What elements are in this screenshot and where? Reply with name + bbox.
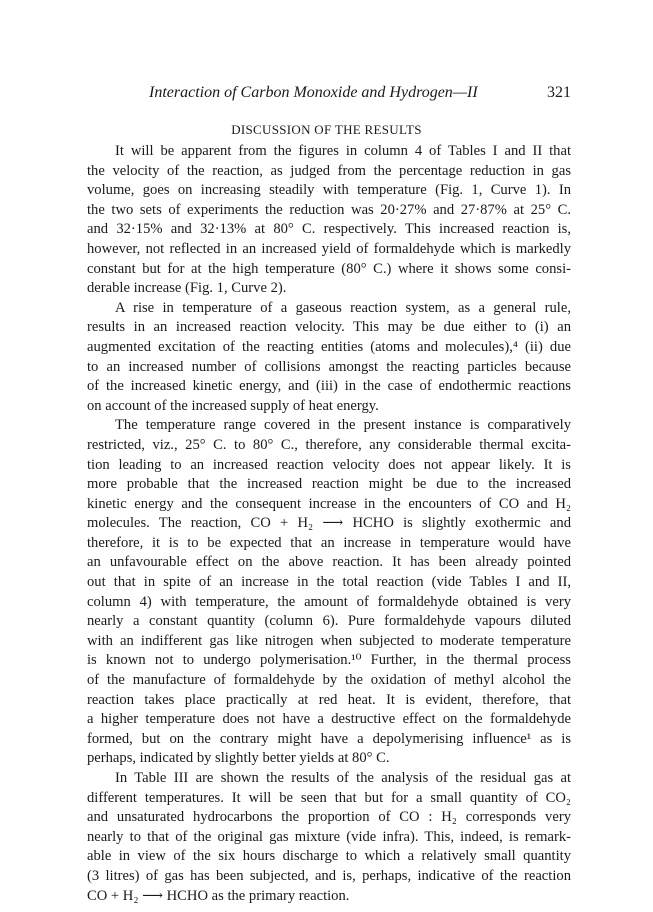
text-line: and unsaturated hydrocarbons the proportion of CO : H₂ corresponds very — [87, 809, 571, 826]
text-line: tion leading to an increased reaction velocity does not appear likely. It is — [87, 456, 571, 473]
running-header — [87, 84, 571, 108]
paragraph — [87, 142, 571, 299]
body-text — [87, 142, 571, 906]
text-line: In Table III are shown the results of the analysis of the residual gas at — [115, 770, 571, 786]
running-title: Interaction of Carbon Monoxide and Hydrogen—II — [149, 84, 478, 101]
text-line: formed, but on the contrary might have a depolymerising influence¹ as is — [87, 730, 571, 747]
text-line: reaction takes place practically at red heat. It is evident, therefore, that — [87, 691, 571, 708]
text-line: and 32·15% and 32·13% at 80° C. respectively. This increased reaction is, — [87, 221, 571, 238]
text-line: restricted, viz., 25° C. to 80° C., therefore, any considerable thermal excita- — [87, 436, 571, 453]
text-line: an unfavourable effect on the above reaction. It has been already pointed — [87, 554, 571, 571]
text-line: a higher temperature does not have a destructive effect on the formaldehyde — [87, 711, 571, 728]
text-line: therefore, it is to be expected that an increase in temperature would have — [87, 534, 571, 551]
text-line: with an indifferent gas like nitrogen when subjected to moderate temperature — [87, 632, 571, 649]
text-line: nearly a constant quantity (column 6). Pure formaldehyde vapours diluted — [87, 613, 571, 630]
text-line: of the manufacture of formaldehyde by the oxidation of methyl alcohol the — [87, 672, 571, 689]
text-line: A rise in temperature of a gaseous reaction system, as a general rule, — [115, 299, 571, 316]
paragraph — [87, 416, 571, 769]
text-line: column 4) with temperature, the amount of formaldehyde obtained is very — [87, 593, 571, 610]
text-line: able in view of the six hours discharge to which a relatively small quantity — [87, 848, 571, 865]
text-line: the two sets of experiments the reduction was 20·27% and 27·87% at 25° C. — [87, 201, 571, 218]
text-line: augmented excitation of the reacting entities (atoms and molecules),⁴ (ii) due — [87, 338, 571, 355]
text-line: It will be apparent from the figures in column 4 of Tables I and II that — [115, 143, 571, 159]
text-line: different temperatures. It will be seen that but for a small quantity of CO₂ — [87, 789, 571, 806]
text-line: out that in spite of an increase in the total reaction (vide Tables I and II, — [87, 574, 571, 591]
text-line: to an increased number of collisions amongst the reacting particles because — [87, 358, 571, 375]
section-heading: DISCUSSION OF THE RESULTS — [231, 122, 422, 137]
text-line: is known not to undergo polymerisation.¹⁰ Further, in the thermal process — [87, 652, 571, 669]
text-line: results in an increased reaction velocity. This may be due either to (i) an — [87, 319, 571, 336]
text-line: constant but for at the high temperature (80° C.) where it shows some consi- — [87, 260, 571, 277]
page-number: 321 — [547, 84, 571, 101]
text-line: molecules. The reaction, CO + H₂ ⟶ HCHO is slightly exothermic and — [87, 515, 571, 532]
text-line: volume, goes on increasing steadily with temperature (Fig. 1, Curve 1). In — [87, 182, 571, 199]
text-line: the velocity of the reaction, as judged from the percentage reduction in gas — [87, 162, 571, 179]
paragraph — [87, 299, 571, 417]
text-line: CO + H₂ ⟶ HCHO as the primary reaction. — [87, 887, 350, 904]
text-line: kinetic energy and the consequent increase in the encounters of CO and H₂ — [87, 495, 571, 512]
text-line: The temperature range covered in the present instance is comparatively — [115, 417, 571, 434]
text-line: however, not reflected in an increased yield of formaldehyde which is markedly — [87, 240, 571, 257]
text-line: nearly to that of the original gas mixture (vide infra). This, indeed, is remark- — [87, 828, 571, 845]
text-line: derable increase (Fig. 1, Curve 2). — [87, 280, 287, 297]
text-line: (3 litres) of gas has been subjected, and is, perhaps, indicative of the reaction — [87, 867, 571, 884]
text-line: on account of the increased supply of heat energy. — [87, 397, 379, 414]
text-line: more probable that the increased reaction might be due to the increased — [87, 476, 571, 493]
text-line: perhaps, indicated by slightly better yields at 80° C. — [87, 750, 390, 767]
text-line: of the increased kinetic energy, and (iii) in the case of endothermic reactions — [87, 378, 571, 395]
paragraph — [87, 769, 571, 906]
